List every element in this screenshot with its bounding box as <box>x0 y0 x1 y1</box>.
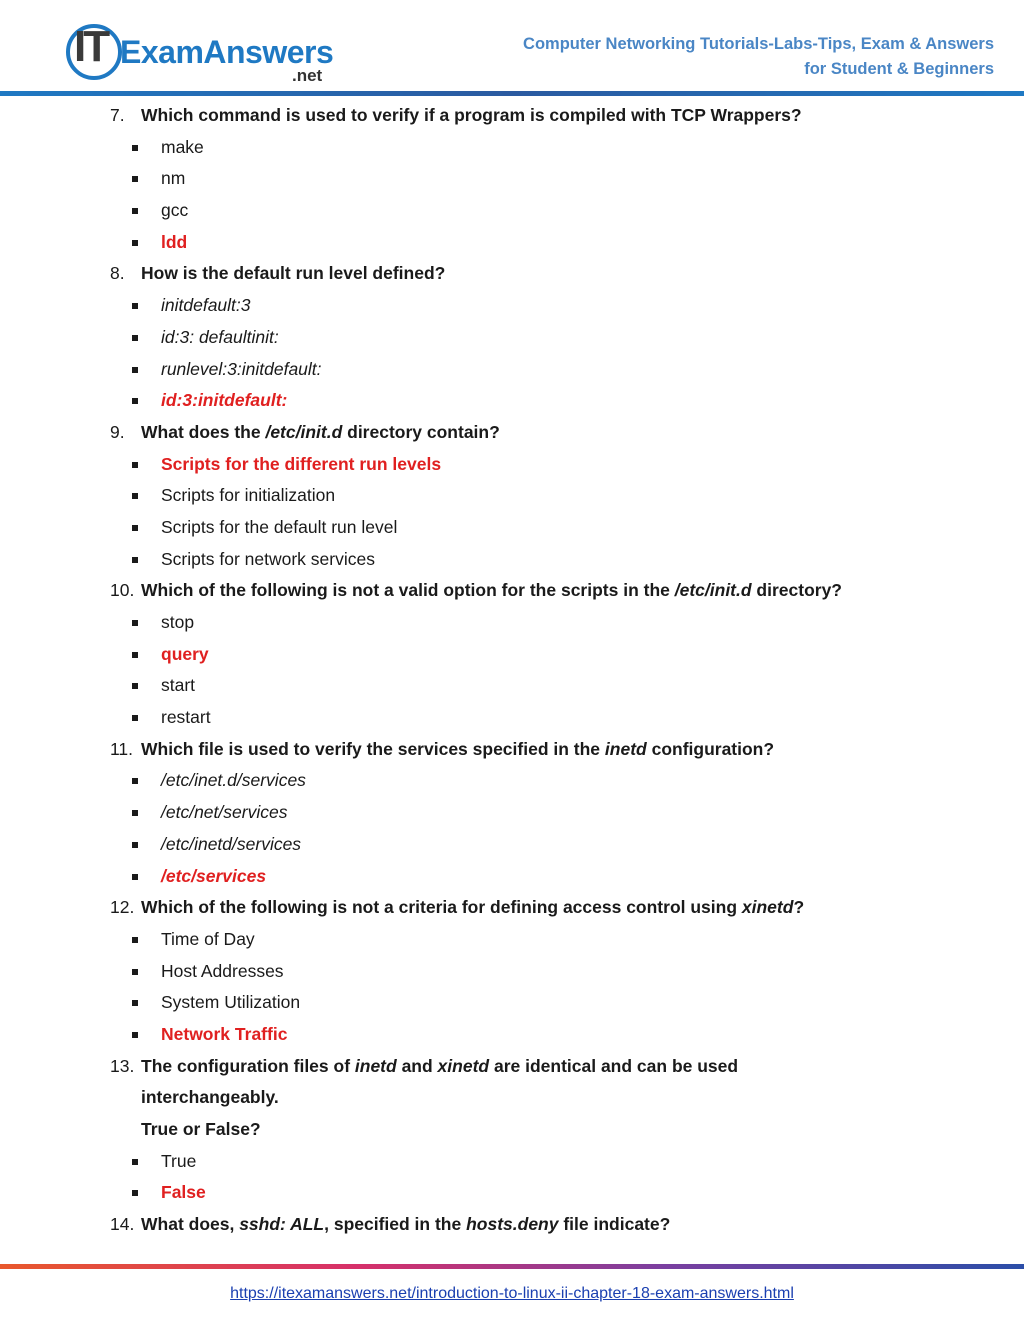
option: runlevel:3:initdefault: <box>110 354 990 386</box>
question-13-continuation: interchangeably. <box>141 1087 279 1108</box>
option: System Utilization <box>110 987 990 1019</box>
option: gcc <box>110 195 990 227</box>
header-tagline <box>523 32 994 82</box>
option: nm <box>110 163 990 195</box>
question-11: 11. Which file is used to verify the services specified in the inetd configuration? <box>110 738 775 759</box>
option: Scripts for initialization <box>110 480 990 512</box>
option: start <box>110 670 990 702</box>
option: Host Addresses <box>110 956 990 988</box>
header-divider <box>0 91 1024 96</box>
question-10: 10. Which of the following is not a valid option for the scripts in the /etc/init.d directory? <box>110 580 843 601</box>
option: stop <box>110 607 990 639</box>
question-12: 12. Which of the following is not a criteria for defining access control using xinetd? <box>110 897 805 918</box>
footer-divider <box>0 1264 1024 1269</box>
logo-brand: ExamAnswers <box>120 34 334 70</box>
question-7: 7. Which command is used to verify if a program is compiled with TCP Wrappers? <box>110 105 802 125</box>
question-list <box>110 100 990 1241</box>
option: Time of Day <box>110 924 990 956</box>
option: Scripts for the default run level <box>110 512 990 544</box>
option: True <box>110 1146 990 1178</box>
option: /etc/inet.d/services <box>110 765 990 797</box>
option-correct: Scripts for the different run levels <box>110 449 990 481</box>
option-correct: id:3:initdefault: <box>110 385 990 417</box>
option: Scripts for network services <box>110 544 990 576</box>
footer-url-link[interactable]: https://itexamanswers.net/introduction-to-linux-ii-chapter-18-exam-answers.html <box>230 1285 794 1302</box>
option: /etc/net/services <box>110 797 990 829</box>
logo-net: .net <box>292 66 323 85</box>
option-correct: /etc/services <box>110 861 990 893</box>
tagline-line-2: for Student & Beginners <box>804 60 994 78</box>
option-correct: False <box>110 1177 990 1209</box>
option: /etc/inetd/services <box>110 829 990 861</box>
site-logo[interactable] <box>66 22 336 88</box>
option-correct: ldd <box>110 227 990 259</box>
option-correct: query <box>110 639 990 671</box>
option-correct: Network Traffic <box>110 1019 990 1051</box>
logo-it: IT <box>74 22 108 71</box>
option: initdefault:3 <box>110 290 990 322</box>
question-8: 8. How is the default run level defined? <box>110 263 446 284</box>
option: id:3: defaultinit: <box>110 322 990 354</box>
tagline-line-1: Computer Networking Tutorials-Labs-Tips, Exam & Answers <box>523 35 994 53</box>
option: restart <box>110 702 990 734</box>
question-13-prompt: True or False? <box>141 1119 261 1139</box>
question-9: 9. What does the /etc/init.d directory contain? <box>110 421 500 442</box>
option: make <box>110 132 990 164</box>
question-13: 13. The configuration files of inetd and xinetd are identical and can be used <box>110 1055 739 1076</box>
question-14: 14. What does, sshd: ALL, specified in the hosts.deny file indicate? <box>110 1214 671 1235</box>
